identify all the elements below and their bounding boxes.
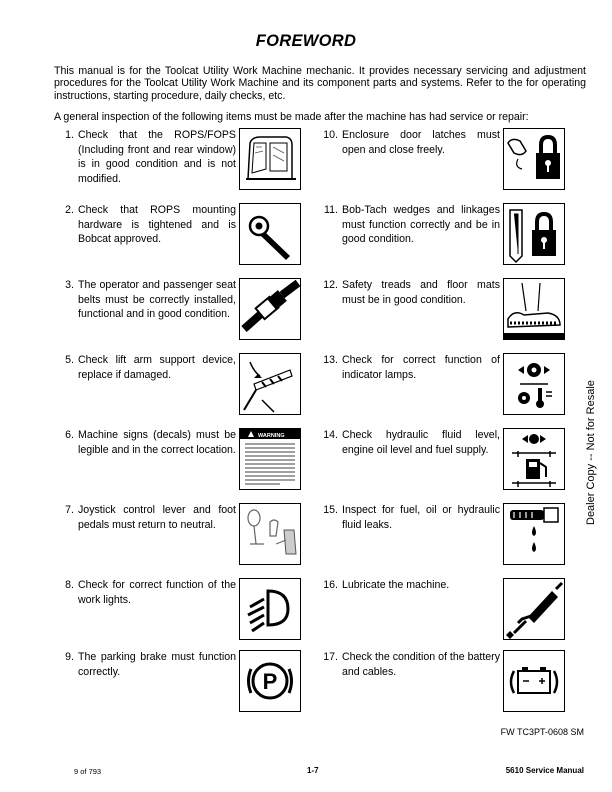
item-number: 9. — [65, 651, 74, 663]
item-number: 7. — [65, 504, 74, 516]
work-light-icon — [239, 578, 301, 640]
item-text: Check the condition of the battery and cables. — [342, 651, 500, 678]
manual-name: 5610 Service Manual — [505, 766, 584, 775]
intro-paragraph: This manual is for the Toolcat Utility Work Machine mechanic. It provides necessary servicing and adjustment procedures for the Toolcat Utility Work Machine and its component parts and systems. Refer to the for operating instructions, starting procedure, daily checks, etc. — [54, 65, 586, 102]
item-text: Check hydraulic fluid level, engine oil level and fuel supply. — [342, 429, 500, 456]
item-number: 14. — [323, 429, 338, 441]
item-number: 3. — [65, 279, 74, 291]
battery-icon — [503, 650, 565, 712]
inspection-item — [54, 203, 314, 267]
item-text: Joystick control lever and foot pedals must return to neutral. — [78, 504, 236, 531]
warning-label: WARNING — [258, 433, 285, 439]
item-number: 1. — [65, 129, 74, 141]
item-number: 8. — [65, 579, 74, 591]
indicator-lamps-icon — [503, 353, 565, 415]
inspection-item — [318, 353, 578, 417]
page-number: 1-7 — [307, 766, 319, 775]
inspection-item — [54, 578, 314, 642]
page-count: 9 of 793 — [74, 767, 102, 776]
item-text: Check for correct function of the work lights. — [78, 579, 236, 606]
rops-cab-icon — [239, 128, 301, 190]
page-title: FOREWORD — [255, 32, 357, 50]
item-number: 15. — [323, 504, 338, 516]
item-text: Enclosure door latches must open and close freely. — [342, 129, 500, 156]
item-number: 10. — [323, 129, 338, 141]
inspection-item — [54, 128, 314, 192]
inspection-item — [318, 128, 578, 192]
item-number: 17. — [323, 651, 338, 663]
inspection-lead-in: A general inspection of the following items must be made after the machine has had service or repair: — [54, 111, 529, 123]
inspection-item — [54, 428, 314, 492]
inspection-item — [318, 578, 578, 642]
wrench-icon — [239, 203, 301, 265]
item-text: Check that the ROPS/FOPS (Including front and rear window) is in good condition and is not modified. — [78, 129, 236, 185]
item-text: Bob-Tach wedges and linkages must function correctly and be in good condition. — [342, 204, 500, 245]
item-text: Machine signs (decals) must be legible and in the correct location. — [78, 429, 236, 456]
inspection-item — [54, 503, 314, 567]
item-number: 13. — [323, 354, 338, 366]
safety-tread-icon — [503, 278, 565, 340]
item-text: The operator and passenger seat belts must be correctly installed, functional and in good condition. — [78, 279, 236, 320]
item-number: 11. — [324, 204, 338, 216]
item-text: Inspect for fuel, oil or hydraulic fluid leaks. — [342, 504, 500, 531]
inspection-item — [54, 650, 314, 714]
item-text: The parking brake must function correctly. — [78, 651, 236, 678]
inspection-item — [54, 278, 314, 342]
fluid-levels-icon — [503, 428, 565, 490]
door-latch-lock-icon — [503, 128, 565, 190]
item-text: Check that ROPS mounting hardware is tightened and is Bobcat approved. — [78, 204, 236, 245]
item-text: Lubricate the machine. — [342, 579, 450, 591]
svg-text:P: P — [262, 669, 278, 694]
dealer-copy-watermark: Dealer Copy -- Not for Resale — [585, 380, 597, 525]
item-number: 16. — [323, 579, 338, 591]
fluid-leak-icon — [503, 503, 565, 565]
item-number: 5. — [65, 354, 74, 366]
item-text: Check for correct function of indicator lamps. — [342, 354, 500, 381]
warning-decal-icon — [239, 428, 301, 490]
inspection-item — [318, 203, 578, 267]
item-text: Check lift arm support device, replace if damaged. — [78, 354, 236, 381]
bobtach-wedge-lock-icon — [503, 203, 565, 265]
inspection-item — [318, 428, 578, 492]
item-text: Safety treads and floor mats must be in good condition. — [342, 279, 500, 306]
item-number: 6. — [65, 429, 74, 441]
joystick-pedal-icon — [239, 503, 301, 565]
inspection-item — [318, 650, 578, 714]
inspection-item — [318, 278, 578, 342]
document-code: FW TC3PT-0608 SM — [500, 727, 584, 737]
seat-belt-icon — [239, 278, 301, 340]
parking-brake-icon — [239, 650, 301, 712]
inspection-item — [54, 353, 314, 417]
inspection-item — [318, 503, 578, 567]
item-number: 2. — [65, 204, 74, 216]
grease-gun-icon — [503, 578, 565, 640]
item-number: 12. — [323, 279, 338, 291]
lift-arm-support-icon — [239, 353, 301, 415]
